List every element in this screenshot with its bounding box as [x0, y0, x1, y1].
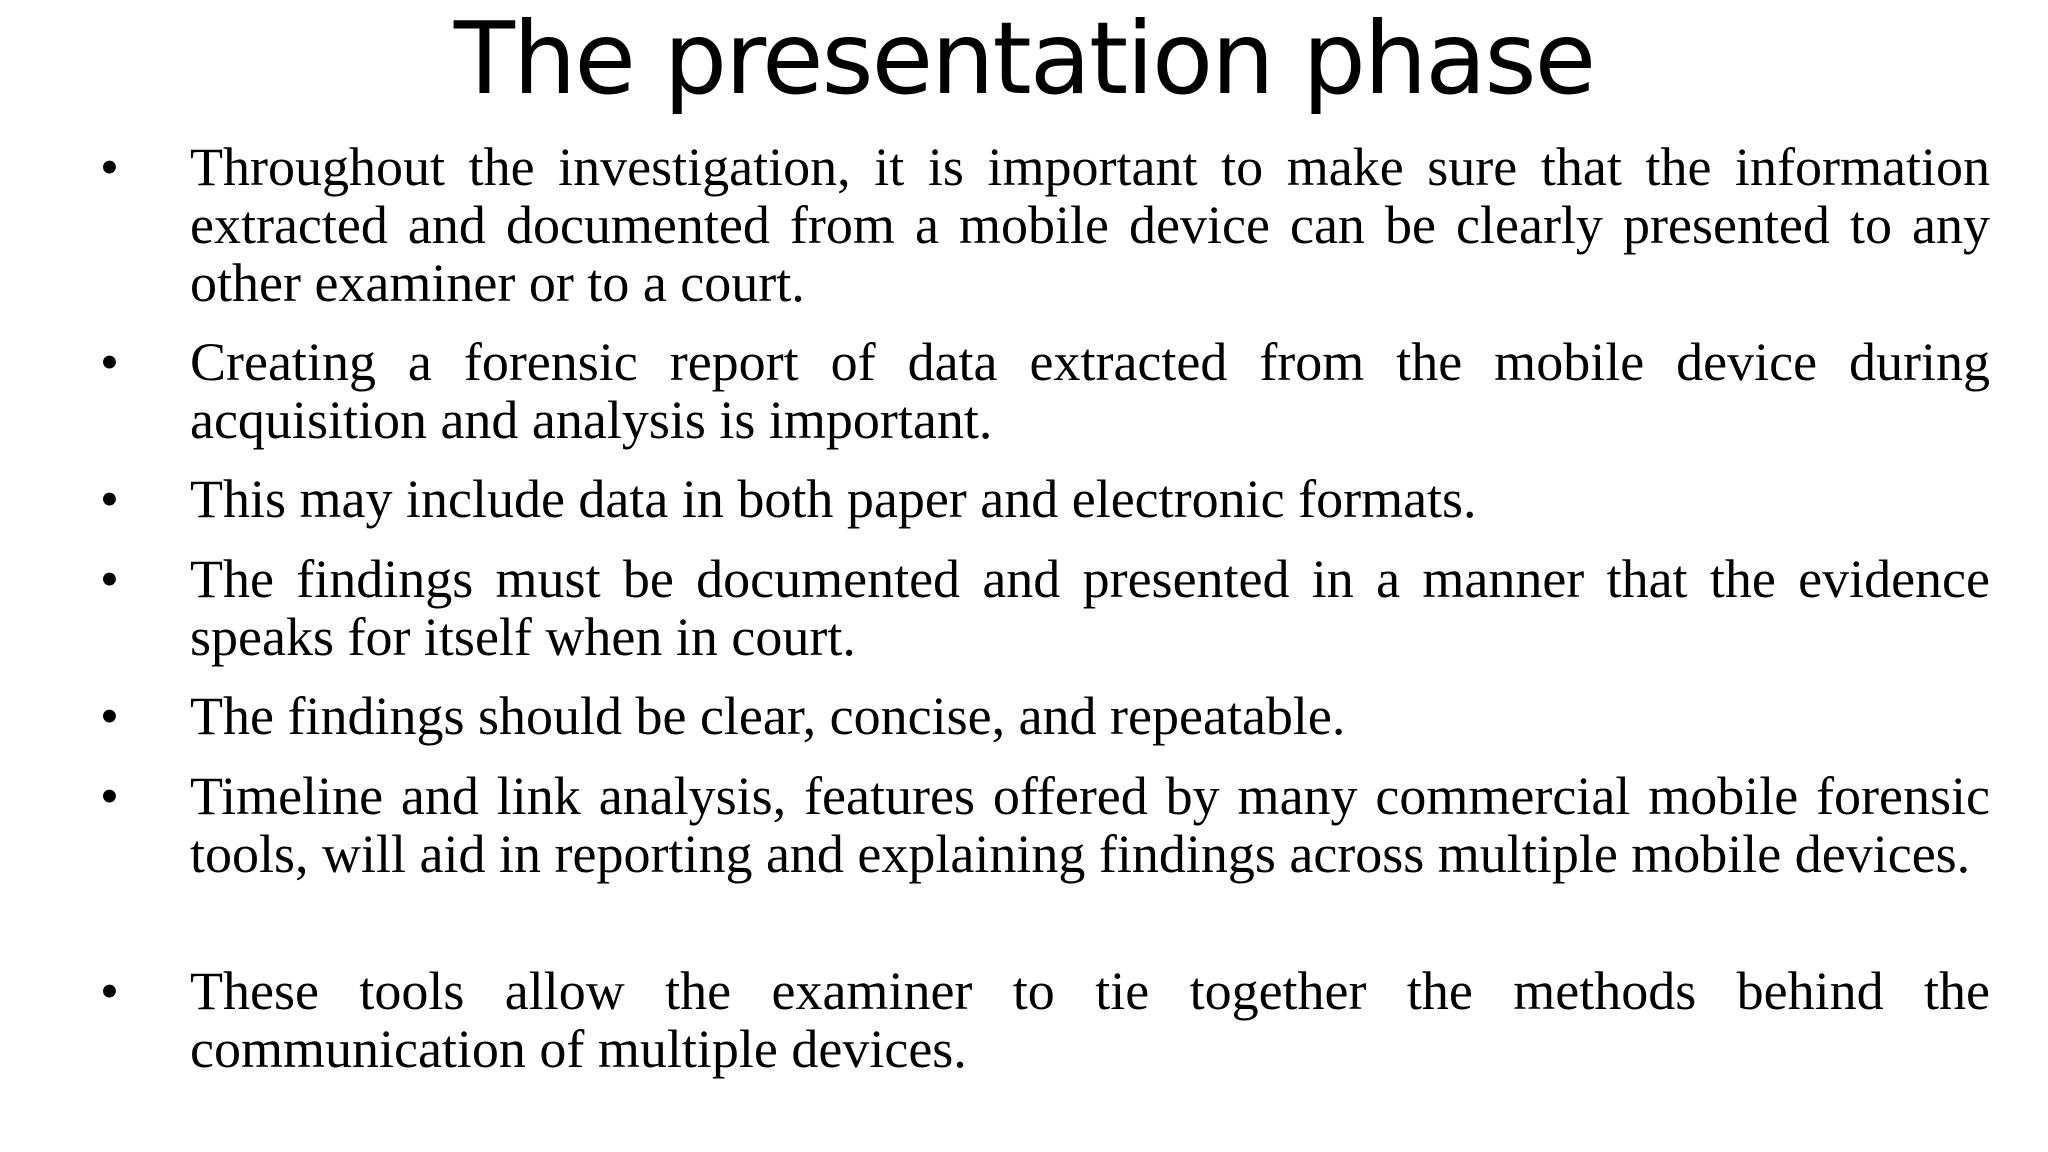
bullet-icon: •	[100, 766, 119, 826]
slide-title: The presentation phase	[453, 0, 1595, 117]
bullet-icon: •	[100, 137, 119, 197]
bullet-text: This may include data in both paper and electronic formats.	[190, 469, 1477, 529]
bullet-icon: •	[100, 332, 119, 392]
bullet-icon: •	[100, 686, 119, 746]
bullet-text: These tools allow the examiner to tie together the methods behind the communication of multiple devices.	[190, 961, 1990, 1079]
bullet-text: The findings should be clear, concise, and repeatable.	[190, 686, 1346, 746]
bullet-text: Throughout the investigation, it is important to make sure that the information extracted and documented from a mobile device can be clearly presented to any other examiner or to a court.	[190, 137, 1990, 313]
bullet-icon: •	[100, 961, 119, 1021]
bullet-text: Timeline and link analysis, features offered by many commercial mobile forensic tools, will aid in reporting and explaining findings across multiple mobile devices.	[190, 766, 1990, 884]
bullet-text: The findings must be documented and presented in a manner that the evidence speaks for itself when in court.	[190, 549, 1990, 667]
bullet-icon: •	[100, 549, 119, 609]
bullet-icon: •	[100, 469, 119, 529]
bullet-text: Creating a forensic report of data extracted from the mobile device during acquisition and analysis is important.	[190, 332, 1990, 450]
